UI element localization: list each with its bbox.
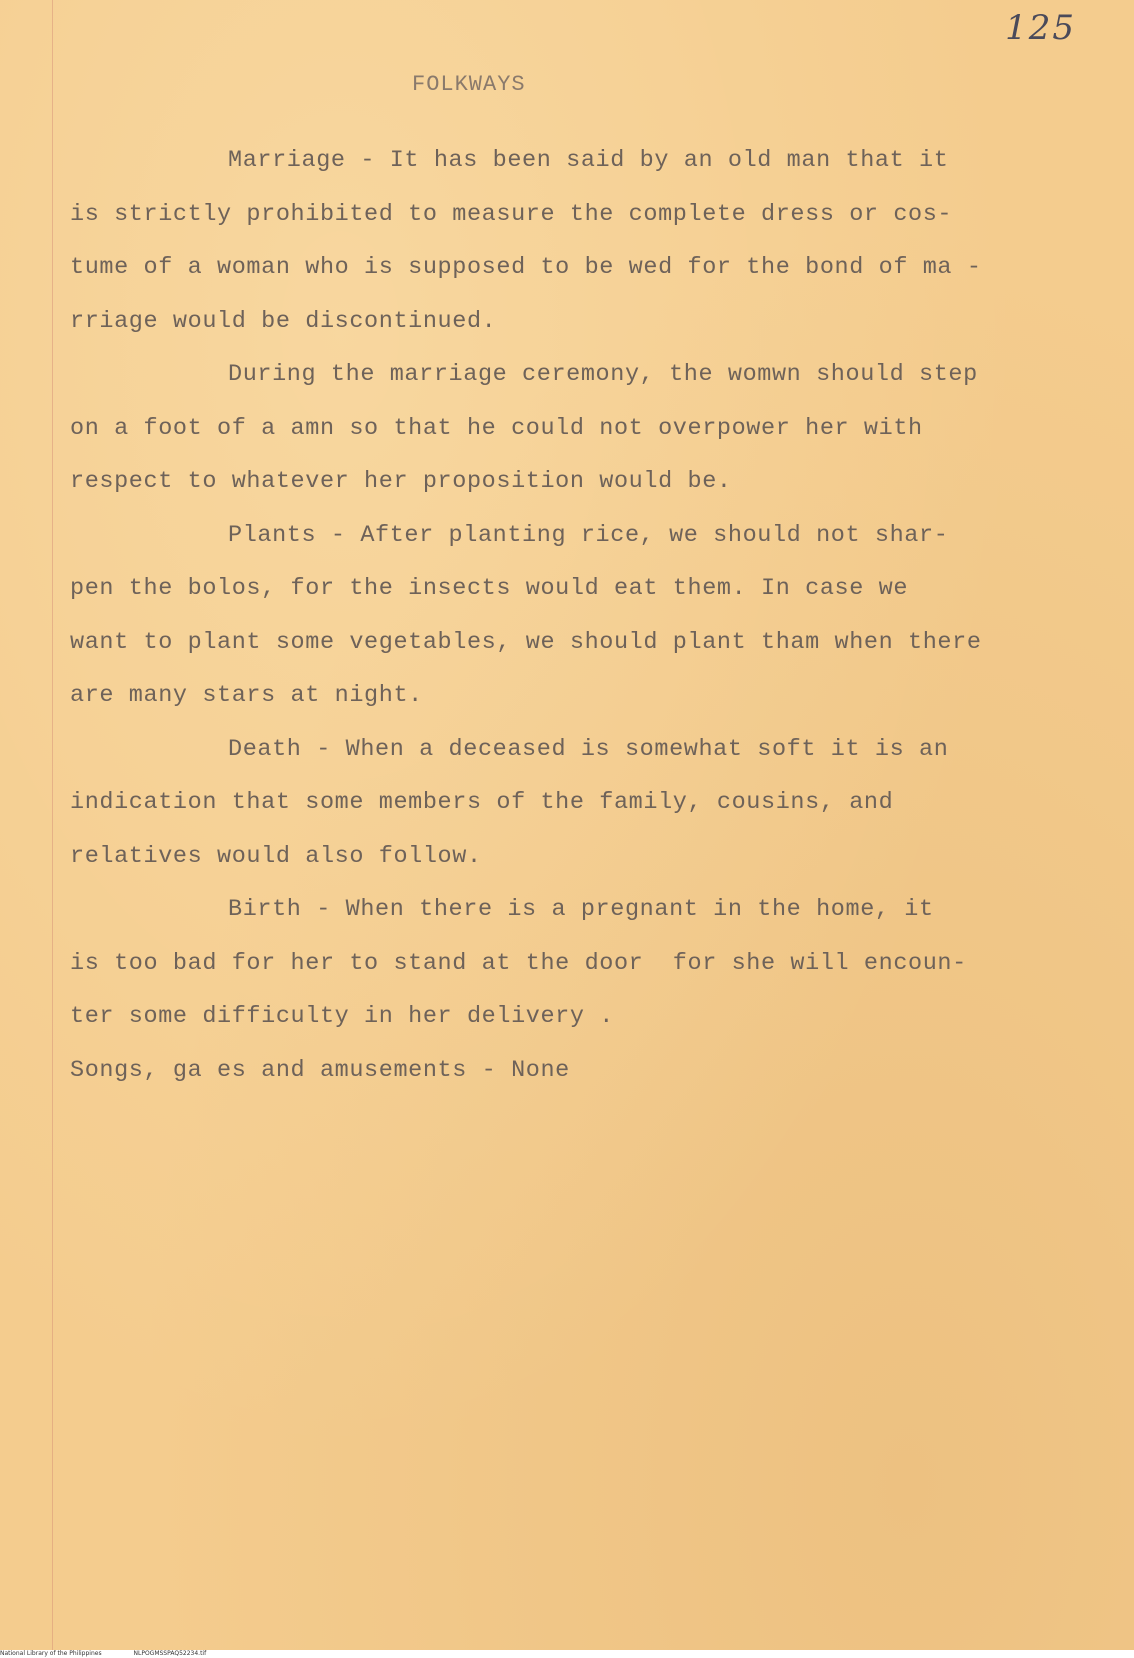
text-line: indication that some members of the family, cousins, and <box>70 789 894 816</box>
text-line: Death - When a deceased is somewhat soft it is an <box>228 735 949 763</box>
text-line: ter some difficulty in her delivery . <box>70 1003 614 1030</box>
text-line: is strictly prohibited to measure the complete dress or cos- <box>70 200 953 228</box>
page-number: 125 <box>1005 8 1076 48</box>
text-line: Birth - When there is a pregnant in the home, it <box>228 896 934 923</box>
text-line: During the marriage ceremony, the womwn should step <box>228 361 978 388</box>
scan-footer <box>0 1650 1134 1658</box>
footer-library: National Library of the Philippines <box>0 1650 102 1657</box>
text-line: is too bad for her to stand at the door for she will encoun- <box>70 949 967 977</box>
text-line: are many stars at night. <box>70 682 423 709</box>
footer-filename: NLPOGMSSPAQ52234.tif <box>133 1650 207 1657</box>
text-line: Marriage - It has been said by an old man that it <box>228 147 949 174</box>
text-line: pen the bolos, for the insects would eat them. In case we <box>70 575 909 602</box>
document-title: FOLKWAYS <box>412 72 526 97</box>
text-line: relatives would also follow. <box>70 842 482 870</box>
text-line: rriage would be discontinued. <box>70 307 497 335</box>
text-line: tume of a woman who is supposed to be wed for the bond of ma - <box>70 254 982 281</box>
text-line: respect to whatever her proposition would be. <box>70 468 732 495</box>
text-line: Songs, ga es and amusements - None <box>70 1056 570 1084</box>
text-line: on a foot of a amn so that he could not overpower her with <box>70 414 923 442</box>
margin-rule <box>52 0 53 1650</box>
text-line: Plants - After planting rice, we should not shar- <box>228 521 949 549</box>
document-body <box>70 134 1090 1097</box>
text-line: want to plant some vegetables, we should plant tham when there <box>70 628 982 656</box>
